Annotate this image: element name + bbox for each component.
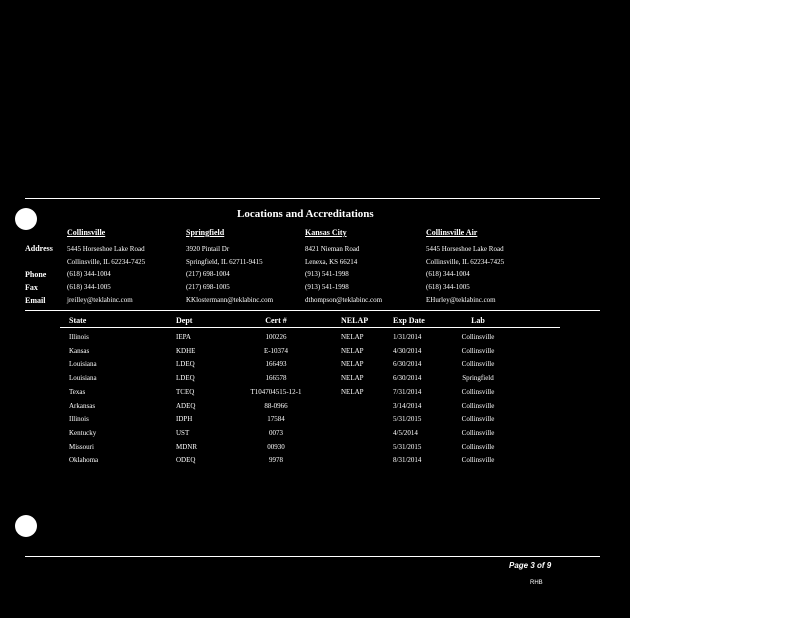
location-email[interactable]: jreilley@teklabinc.com	[67, 296, 133, 304]
cell-lab: Collinsville	[461, 333, 495, 341]
cell-dept: UST	[176, 428, 190, 437]
location-address1: 3920 Pintail Dr	[186, 245, 230, 253]
cell-dept: LDEQ	[176, 360, 195, 369]
cell-state: Oklahoma	[69, 456, 99, 465]
header-dept: Dept	[176, 316, 193, 325]
fax-label: Fax	[25, 283, 38, 292]
location-address1: 5445 Horseshoe Lake Road	[67, 245, 145, 253]
cell-lab: Collinsville	[461, 428, 495, 437]
page-title: Locations and Accreditations	[237, 208, 374, 220]
cell-state: Missouri	[69, 442, 94, 451]
cell-state: Illinois	[69, 415, 89, 424]
cell-state: Kentucky	[69, 428, 97, 437]
cell-lab: Collinsville	[461, 442, 495, 451]
header-state: State	[69, 316, 87, 325]
cell-state: Louisiana	[69, 374, 97, 383]
cell-nelap: NELAP	[341, 333, 364, 341]
location-name: Collinsville Air	[426, 228, 478, 237]
cell-state: Illinois	[69, 333, 89, 341]
header-lab: Lab	[471, 316, 485, 325]
cell-cert: 00930	[267, 442, 285, 451]
cell-cert: 100226	[265, 333, 287, 341]
cell-cert: 0073	[269, 428, 283, 437]
cell-cert: 88-0966	[264, 401, 288, 410]
cell-dept: IEPA	[176, 333, 191, 341]
location-email[interactable]: EHurley@teklabinc.com	[426, 296, 496, 304]
cell-lab: Collinsville	[461, 456, 495, 465]
cell-dept: ADEQ	[176, 401, 196, 410]
cell-exp-date: 6/30/2014	[393, 374, 422, 383]
cell-dept: ODEQ	[176, 456, 196, 465]
cell-state: Louisiana	[69, 360, 97, 369]
location-name: Kansas City	[305, 228, 347, 237]
location-address2: Collinsville, IL 62234-7425	[67, 258, 146, 266]
top-rule	[25, 198, 600, 199]
location-address2: Lenexa, KS 66214	[305, 258, 358, 266]
cell-state: Texas	[69, 387, 86, 396]
cell-exp-date: 7/31/2014	[393, 387, 422, 396]
location-phone: (618) 344-1004	[67, 270, 111, 278]
binder-hole-top	[15, 208, 37, 230]
location-name: Collinsville	[67, 228, 106, 237]
location-email[interactable]: KKlostermann@teklabinc.com	[186, 296, 274, 304]
cell-nelap: NELAP	[341, 346, 364, 355]
cell-state: Kansas	[69, 346, 90, 355]
location-address2: Springfield, IL 62711-9415	[186, 258, 263, 266]
phone-label: Phone	[25, 270, 47, 279]
cell-exp-date: 4/5/2014	[393, 428, 418, 437]
cell-cert: 166493	[265, 360, 287, 369]
location-fax: (618) 344-1005	[426, 283, 470, 291]
location-phone: (217) 698-1004	[186, 270, 230, 278]
cell-exp-date: 1/31/2014	[393, 333, 422, 341]
cell-lab: Collinsville	[461, 401, 495, 410]
header-cert: Cert #	[265, 316, 287, 325]
cell-nelap: NELAP	[341, 374, 364, 383]
location-address1: 5445 Horseshoe Lake Road	[426, 245, 504, 253]
cell-exp-date: 5/31/2015	[393, 442, 422, 451]
cell-lab: Springfield	[462, 374, 494, 383]
location-address1: 8421 Nieman Road	[305, 245, 360, 253]
cell-lab: Collinsville	[461, 415, 495, 424]
cell-exp-date: 8/31/2014	[393, 456, 422, 465]
cell-dept: IDPH	[176, 415, 193, 424]
location-fax: (618) 344-1005	[67, 283, 111, 291]
cell-exp-date: 6/30/2014	[393, 360, 422, 369]
cell-exp-date: 5/31/2015	[393, 415, 422, 424]
cell-lab: Collinsville	[461, 346, 495, 355]
cell-dept: KDHE	[176, 346, 196, 355]
cell-state: Arkansas	[69, 401, 96, 410]
location-phone: (913) 541-1998	[305, 270, 349, 278]
location-name: Springfield	[186, 228, 225, 237]
section-rule	[25, 310, 600, 311]
cell-dept: LDEQ	[176, 374, 195, 383]
cell-dept: TCEQ	[176, 387, 195, 396]
cell-nelap: NELAP	[341, 360, 364, 369]
table-header-rule	[60, 327, 560, 328]
address-label: Address	[25, 244, 53, 253]
cell-cert: 166578	[265, 374, 287, 383]
binder-hole-bottom	[15, 515, 37, 537]
footer-code: RHB	[530, 580, 543, 586]
header-nelap: NELAP	[341, 316, 369, 325]
cell-nelap: NELAP	[341, 387, 364, 396]
header-exp-date: Exp Date	[393, 316, 425, 325]
cell-dept: MDNR	[176, 442, 198, 451]
cell-exp-date: 4/30/2014	[393, 346, 422, 355]
location-email[interactable]: dthompson@teklabinc.com	[305, 296, 383, 304]
cell-exp-date: 3/14/2014	[393, 401, 422, 410]
location-fax: (217) 698-1005	[186, 283, 230, 291]
location-phone: (618) 344-1004	[426, 270, 470, 278]
location-address2: Collinsville, IL 62234-7425	[426, 258, 505, 266]
email-label: Email	[25, 296, 46, 305]
footer-rule	[25, 556, 600, 557]
cell-cert: T104704515-12-1	[250, 387, 302, 396]
cell-lab: Collinsville	[461, 360, 495, 369]
cell-lab: Collinsville	[461, 387, 495, 396]
location-fax: (913) 541-1998	[305, 283, 349, 291]
cell-cert: E-10374	[263, 346, 289, 355]
cell-cert: 9978	[269, 456, 283, 465]
page-number: Page 3 of 9	[509, 561, 552, 570]
cell-cert: 17584	[267, 415, 285, 424]
